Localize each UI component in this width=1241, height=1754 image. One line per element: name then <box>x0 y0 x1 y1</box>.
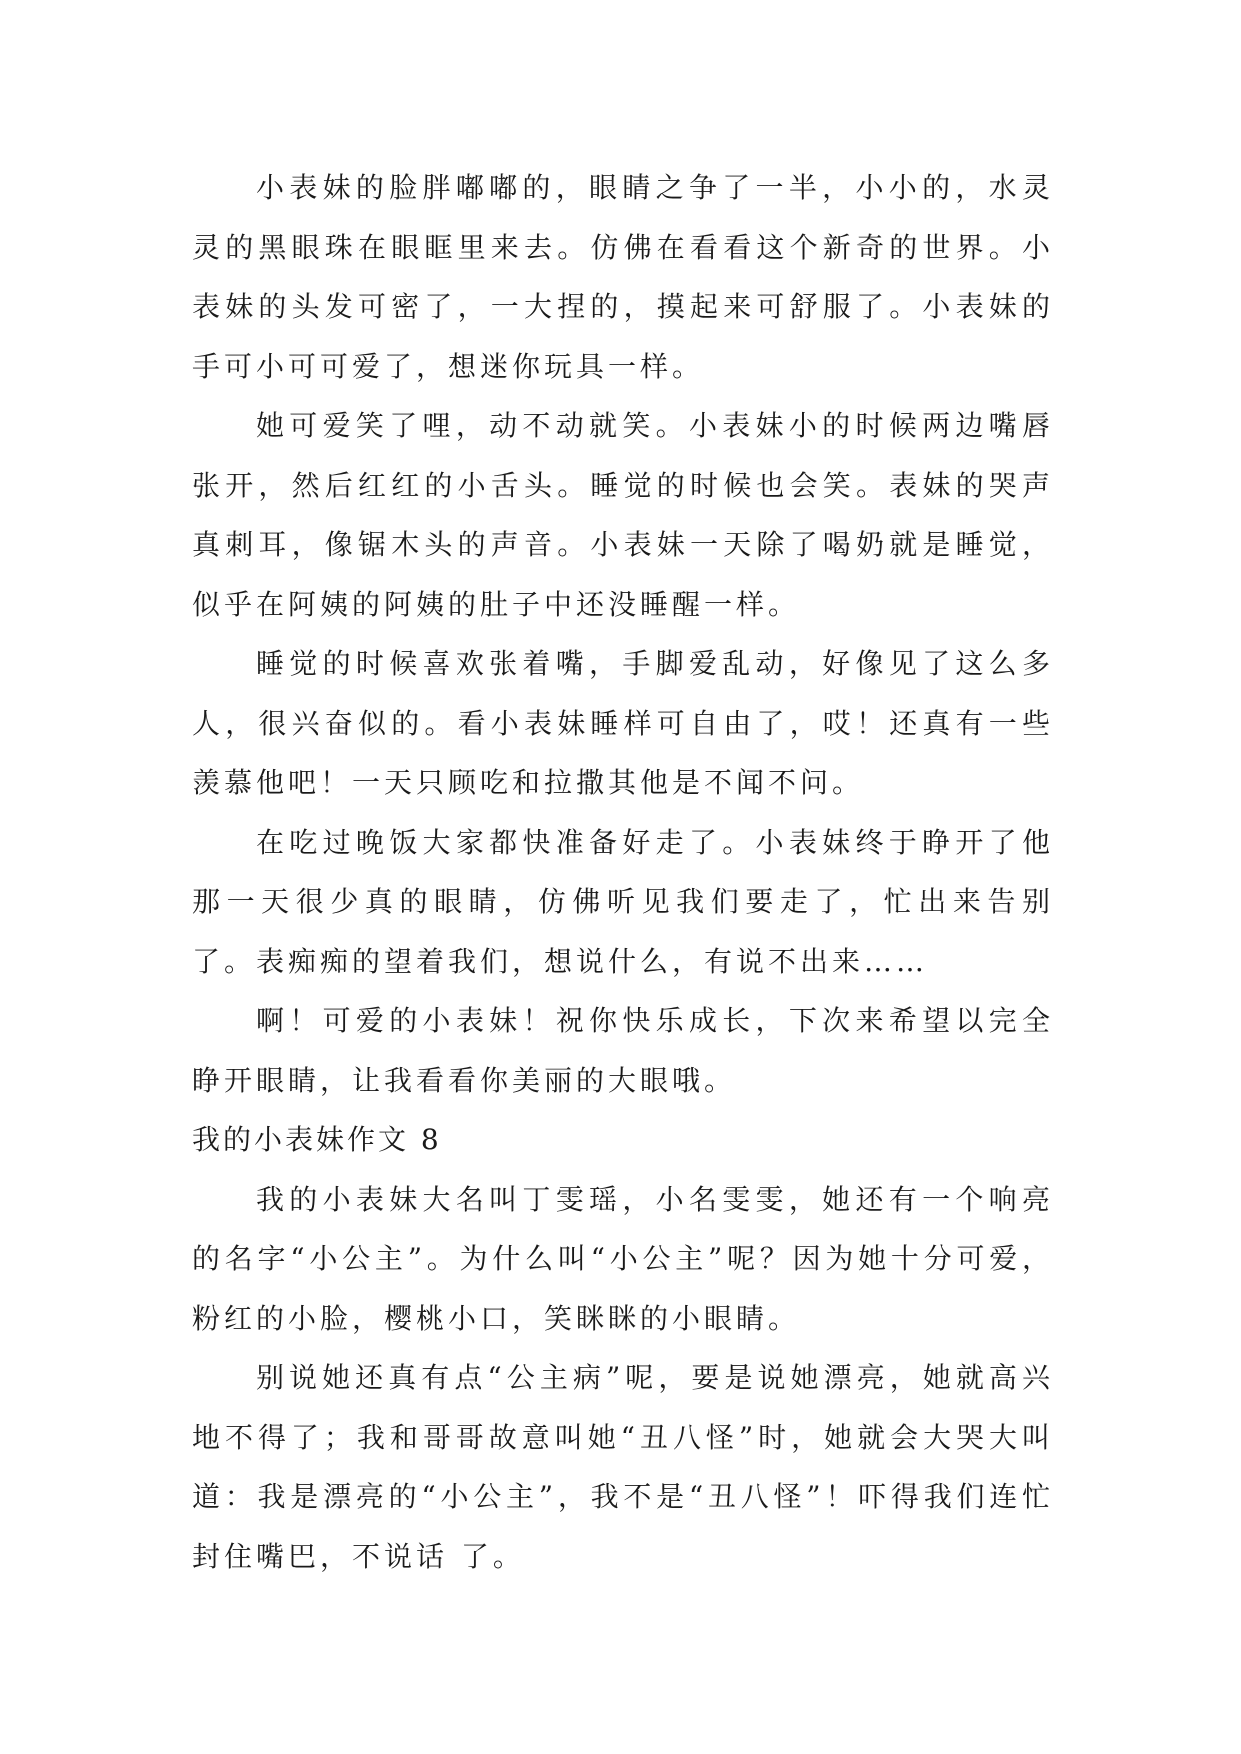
paragraph-7: 别说她还真有点“公主病”呢，要是说她漂亮，她就高兴地不得了；我和哥哥故意叫她“丑八怪”时，她就会大哭大叫道：我是漂亮的“小公主”，我不是“丑八怪”！吓得我们连忙封住嘴巴，不说话 了。 <box>192 1361 1054 1573</box>
document-body <box>192 158 1054 1586</box>
section-heading: 我的小表妹作文 8 <box>192 1123 442 1156</box>
paragraph-3: 睡觉的时候喜欢张着嘴，手脚爱乱动，好像见了这么多人，很兴奋似的。看小表妹睡样可自由了，哎！还真有一些羡慕他吧！一天只顾吃和拉撒其他是不闻不问。 <box>192 647 1054 799</box>
paragraph-5: 啊！可爱的小表妹！祝你快乐成长，下次来希望以完全睁开眼睛，让我看看你美丽的大眼哦。 <box>192 1004 1054 1097</box>
paragraph-2: 她可爱笑了哩，动不动就笑。小表妹小的时候两边嘴唇张开，然后红红的小舌头。睡觉的时候也会笑。表妹的哭声真刺耳，像锯木头的声音。小表妹一天除了喝奶就是睡觉，似乎在阿姨的阿姨的肚子中还没睡醒一样。 <box>192 409 1054 621</box>
paragraph-1: 小表妹的脸胖嘟嘟的，眼睛之争了一半，小小的，水灵灵的黑眼珠在眼眶里来去。仿佛在看看这个新奇的世界。小表妹的头发可密了，一大捏的，摸起来可舒服了。小表妹的手可小可可爱了，想迷你玩具一样。 <box>192 171 1054 383</box>
paragraph-6: 我的小表妹大名叫丁雯瑶，小名雯雯，她还有一个响亮的名字“小公主”。为什么叫“小公主”呢？因为她十分可爱，粉红的小脸，樱桃小口，笑眯眯的小眼睛。 <box>192 1182 1054 1335</box>
paragraph-4: 在吃过晚饭大家都快准备好走了。小表妹终于睁开了他那一天很少真的眼睛，仿佛听见我们要走了，忙出来告别了。表痴痴的望着我们，想说什么，有说不出来…… <box>192 825 1054 978</box>
